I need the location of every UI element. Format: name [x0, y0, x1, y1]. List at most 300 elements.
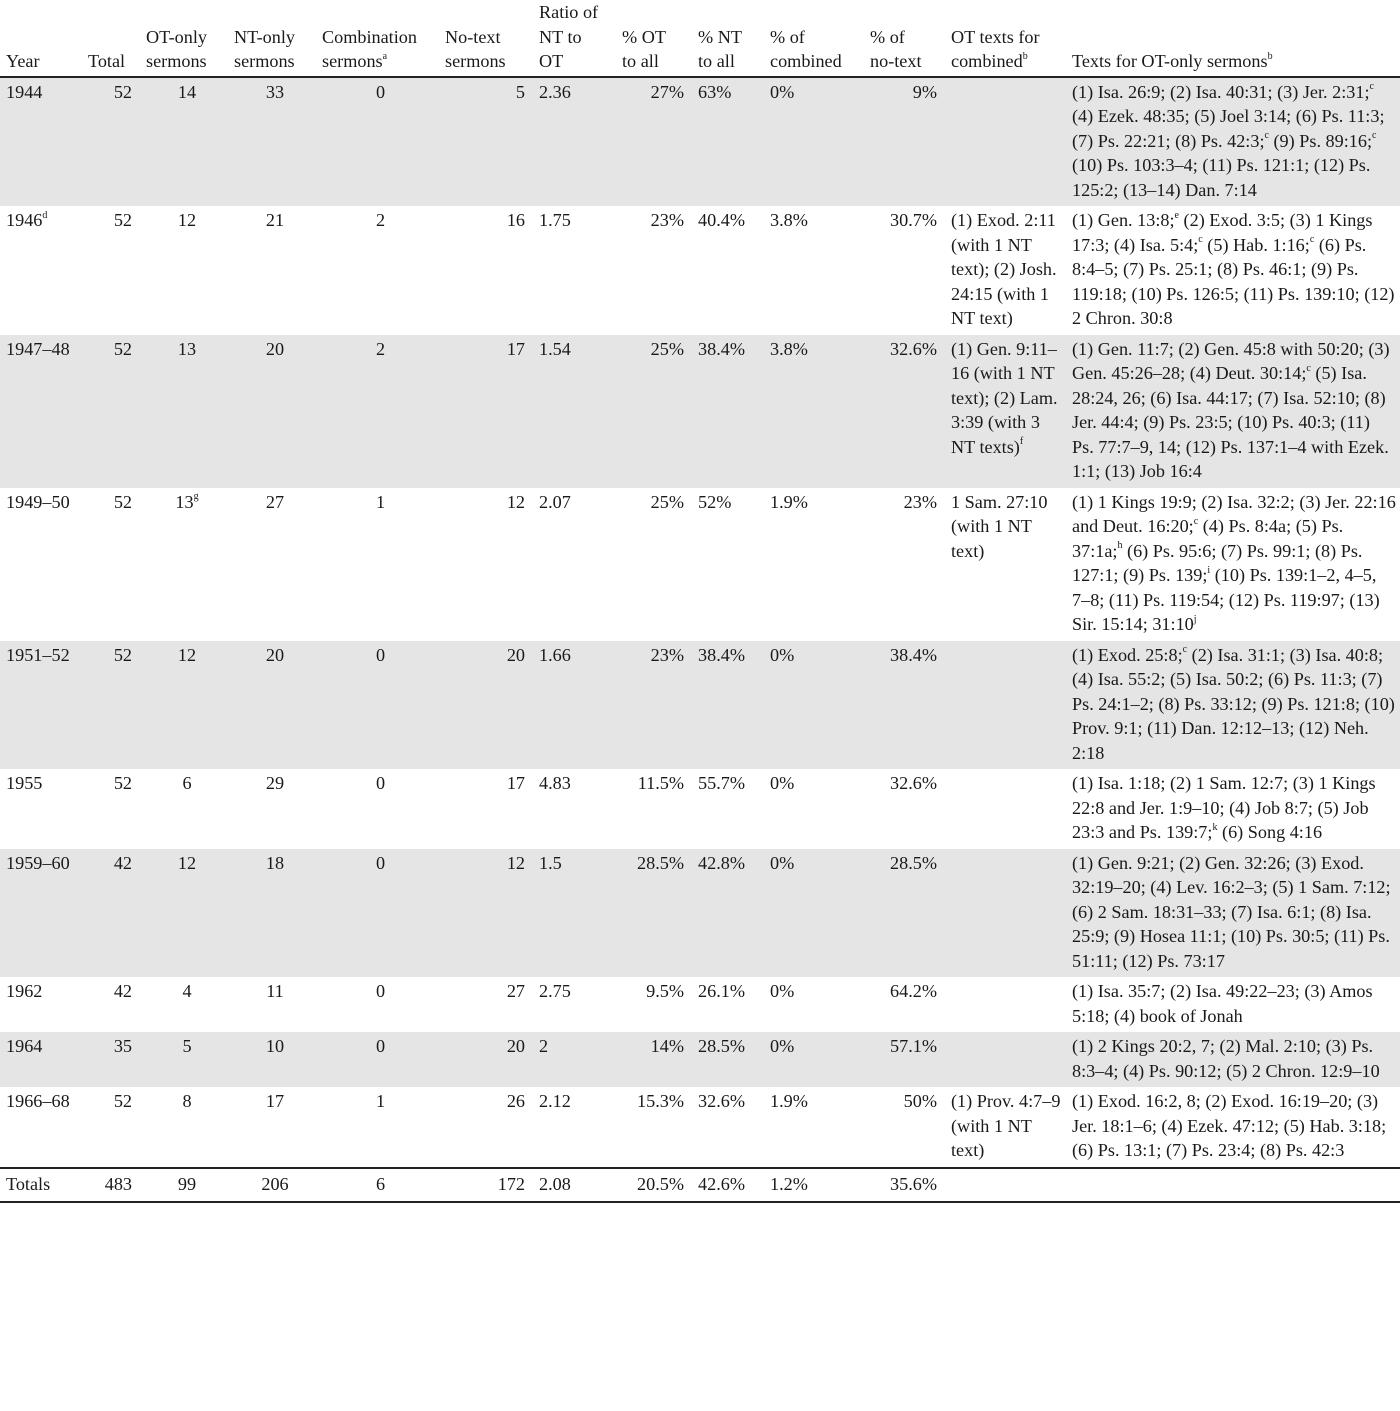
cell-pct-combined	[764, 335, 864, 488]
cell-pct-no-text-value: 32.6%	[890, 773, 937, 793]
cell-ratio	[533, 77, 616, 207]
cell-pct-no-text	[864, 77, 945, 207]
citation-text: (1) Exod. 16:2, 8; (2) Exod. 16:19–20; (3) Jer. 18:1–6; (4) Ezek. 47:12; (5) Hab. 3:18; (6) Ps. 13:1; (7) Ps. 23:4; (8) Ps. 42:3	[1072, 1091, 1387, 1160]
cell-texts-ot-only	[1066, 488, 1400, 641]
cell-pct-combined-value: 1.9%	[770, 1091, 808, 1111]
cell-nt-only	[228, 977, 316, 1032]
cell-no-text	[439, 641, 533, 770]
cell-ratio-value: 2.12	[539, 1091, 571, 1111]
cell-ot-texts-combined	[945, 335, 1066, 488]
cell-ot-texts-combined	[945, 77, 1066, 207]
cell-pct-combined-value: 3.8%	[770, 210, 808, 230]
table-body	[0, 77, 1400, 1168]
cell-pct-combined	[764, 488, 864, 641]
cell-pct-ot-value: 27%	[650, 81, 684, 102]
cell-combination-value: 0	[375, 981, 386, 1001]
cell-pct-no-text	[864, 488, 945, 641]
cell-ot-texts-combined	[945, 849, 1066, 978]
cell-pct-nt-value: 38.4%	[698, 644, 745, 665]
cell-combination-value: 0	[375, 644, 386, 665]
table-row	[0, 77, 1400, 207]
citation-text: (5) Hab. 1:16;	[1202, 234, 1310, 255]
cell-combination-value: 1	[375, 491, 386, 512]
totals-pct-no-text: 35.6%	[864, 1168, 945, 1203]
cell-pct-combined-value: 3.8%	[770, 338, 808, 359]
totals-ot-texts-combined	[945, 1168, 1066, 1203]
cell-pct-ot	[616, 488, 692, 641]
header-year: Year	[0, 0, 82, 77]
cell-pct-nt	[692, 335, 764, 488]
footnote-marker: d	[42, 209, 48, 221]
cell-ot-only-value: 13	[175, 491, 194, 512]
cell-ratio-value: 2.07	[539, 491, 571, 512]
cell-pct-no-text-value: 64.2%	[890, 981, 937, 1001]
totals-ratio: 2.08	[533, 1168, 616, 1203]
cell-pct-ot-value: 25%	[650, 491, 684, 512]
citation-text: (4) Ps. 8:4a; (5) Ps. 37:1a;	[1072, 516, 1344, 561]
cell-texts-ot-only	[1066, 769, 1400, 849]
cell-pct-no-text-value: 50%	[903, 1091, 937, 1111]
cell-pct-no-text-value: 38.4%	[890, 644, 937, 665]
cell-pct-ot	[616, 769, 692, 849]
cell-pct-nt	[692, 488, 764, 641]
cell-pct-ot	[616, 206, 692, 335]
cell-pct-combined	[764, 769, 864, 849]
cell-pct-ot-value: 23%	[650, 210, 684, 230]
cell-year-value: 1944	[6, 81, 43, 102]
citation-text: (6) Song 4:16	[1217, 822, 1323, 842]
footnote-marker: j	[1193, 613, 1197, 625]
cell-no-text	[439, 977, 533, 1032]
cell-ot-only	[140, 641, 228, 770]
table-row	[0, 1032, 1400, 1087]
cell-pct-combined-value: 0%	[770, 1036, 795, 1056]
footnote-marker: b	[1022, 50, 1028, 62]
cell-nt-only	[228, 641, 316, 770]
cell-total-value: 52	[113, 338, 132, 359]
citation-text: (2) Isa. 31:1; (3) Isa. 40:8; (4) Isa. 55:2; (5) Isa. 50:2; (6) Ps. 11:3; (7) Ps. 24:1–2; (8) Ps. 33:12; (9) Ps. 121:8; (10) Prov. 9:1; (11) Dan. 12:12–13; (12) Neh. 2:18	[1072, 644, 1395, 763]
cell-total	[82, 849, 140, 978]
cell-nt-only	[228, 488, 316, 641]
cell-combination	[316, 488, 439, 641]
cell-ot-texts-combined	[945, 1087, 1066, 1168]
cell-pct-nt-value: 38.4%	[698, 338, 745, 359]
cell-no-text-value: 27	[506, 981, 525, 1001]
header-ot-texts-combined: OT texts for combined$^b$	[945, 0, 1066, 77]
cell-ratio	[533, 206, 616, 335]
cell-total	[82, 641, 140, 770]
cell-total-value: 52	[113, 1091, 132, 1111]
cell-pct-no-text	[864, 1087, 945, 1168]
cell-year-value: 1947–48	[6, 338, 70, 359]
citation-text: (9) Ps. 89:16;	[1268, 130, 1373, 151]
totals-row	[0, 1168, 1400, 1203]
citation-text: (1) Gen. 9:11–16 (with 1 NT text); (2) Lam. 3:39 (with 3 NT texts)	[951, 338, 1058, 457]
header-pct-ot: % OT to all	[616, 0, 692, 77]
footnote-marker: c	[1193, 515, 1199, 527]
table-row	[0, 641, 1400, 770]
cell-ot-texts-combined	[945, 977, 1066, 1032]
header-texts-ot-only: Texts for OT-only sermons$^b$	[1066, 0, 1400, 77]
cell-total-value: 52	[113, 773, 132, 793]
cell-ot-only-value: 4	[182, 981, 192, 1001]
cell-ratio	[533, 849, 616, 978]
cell-pct-ot	[616, 1032, 692, 1087]
citation-text: (1) Isa. 35:7; (2) Isa. 49:22–23; (3) Amos 5:18; (4) book of Jonah	[1072, 981, 1373, 1026]
cell-combination-value: 0	[375, 773, 386, 793]
cell-pct-ot-value: 28.5%	[637, 852, 684, 873]
cell-nt-only	[228, 77, 316, 207]
totals-pct-nt: 42.6%	[692, 1168, 764, 1203]
cell-year	[0, 1032, 82, 1087]
cell-ot-only	[140, 849, 228, 978]
citation-text: (1) Exod. 2:11 (with 1 NT text); (2) Josh. 24:15 (with 1 NT text)	[951, 210, 1057, 328]
cell-pct-no-text	[864, 849, 945, 978]
citation-text: (1) Isa. 1:18; (2) 1 Sam. 12:7; (3) 1 Kings 22:8 and Jer. 1:9–10; (4) Job 8:7; (5) Job 23:3 and Ps. 139:7;	[1072, 773, 1376, 842]
cell-ratio	[533, 1087, 616, 1168]
cell-no-text	[439, 206, 533, 335]
cell-combination	[316, 335, 439, 488]
cell-ot-texts-combined	[945, 488, 1066, 641]
citation-text: (10) Ps. 139:1–2, 4–5, 7–8; (11) Ps. 119:54; (12) Ps. 119:97; (13) Sir. 15:14; 31:10	[1072, 565, 1380, 634]
cell-pct-no-text	[864, 335, 945, 488]
cell-combination-value: 0	[375, 81, 386, 102]
citation-text: (4) Ezek. 48:35; (5) Joel 3:14; (6) Ps. 11:3; (7) Ps. 22:21; (8) Ps. 42:3;	[1072, 106, 1385, 151]
cell-texts-ot-only	[1066, 977, 1400, 1032]
cell-combination	[316, 206, 439, 335]
footnote-marker: b	[1267, 50, 1273, 62]
cell-total-value: 52	[113, 644, 132, 665]
cell-texts-ot-only	[1066, 641, 1400, 770]
cell-total-value: 52	[113, 81, 132, 102]
cell-pct-ot-value: 23%	[650, 644, 684, 665]
cell-pct-nt	[692, 77, 764, 207]
citation-text: (1) 1 Kings 19:9; (2) Isa. 32:2; (3) Jer. 22:16 and Deut. 16:20;	[1072, 491, 1396, 536]
cell-ot-only	[140, 1087, 228, 1168]
cell-ot-only-value: 12	[177, 852, 197, 873]
cell-pct-no-text-value: 32.6%	[890, 338, 937, 359]
footnote-marker: c	[1182, 644, 1188, 656]
cell-pct-no-text	[864, 206, 945, 335]
cell-ot-only	[140, 977, 228, 1032]
cell-pct-no-text-value: 57.1%	[890, 1036, 937, 1056]
cell-pct-nt	[692, 769, 764, 849]
cell-ot-only	[140, 77, 228, 207]
footnote-marker: c	[1264, 130, 1269, 142]
cell-year	[0, 206, 82, 335]
cell-pct-no-text-value: 30.7%	[890, 210, 937, 230]
cell-pct-ot	[616, 335, 692, 488]
totals-total: 483	[82, 1168, 140, 1203]
cell-year-value: 1962	[6, 981, 43, 1001]
header-row	[0, 0, 1400, 77]
footnote-marker: c	[1372, 130, 1377, 142]
cell-no-text	[439, 769, 533, 849]
cell-ratio	[533, 1032, 616, 1087]
cell-no-text	[439, 335, 533, 488]
cell-pct-ot	[616, 77, 692, 207]
cell-pct-nt-value: 55.7%	[698, 773, 745, 793]
cell-total-value: 35	[113, 1036, 132, 1056]
footnote-marker: h	[1117, 540, 1123, 552]
cell-pct-combined	[764, 641, 864, 770]
header-ot-only: OT-only sermons	[140, 0, 228, 77]
totals-combination: 6	[316, 1168, 439, 1203]
cell-nt-only-value: 20	[265, 338, 285, 359]
cell-year-value: 1946	[6, 210, 43, 230]
cell-total	[82, 335, 140, 488]
cell-year-value: 1949–50	[6, 491, 70, 512]
cell-no-text-value: 17	[506, 773, 525, 793]
cell-ratio	[533, 641, 616, 770]
cell-pct-nt	[692, 849, 764, 978]
cell-total-value: 42	[113, 852, 132, 873]
cell-year-value: 1955	[6, 773, 43, 793]
cell-combination-value: 1	[375, 1091, 386, 1111]
cell-no-text	[439, 1032, 533, 1087]
cell-pct-combined-value: 0%	[770, 773, 795, 793]
cell-pct-nt-value: 26.1%	[698, 981, 745, 1001]
cell-ratio-value: 2.36	[539, 81, 571, 102]
cell-nt-only-value: 17	[265, 1091, 285, 1111]
cell-nt-only-value: 27	[265, 491, 285, 512]
footnote-marker: a	[382, 50, 388, 62]
citation-text: (10) Ps. 103:3–4; (11) Ps. 121:1; (12) Ps. 125:2; (13–14) Dan. 7:14	[1072, 155, 1371, 200]
citation-text: (5) Isa. 28:24, 26; (6) Isa. 44:17; (7) Isa. 52:10; (8) Jer. 44:4; (9) Ps. 23:5; (10) Ps. 40:3; (11) Ps. 77:7–9, 14; (12) Ps. 137:1–4 with Ezek. 1:1; (13) Job 16:4	[1072, 363, 1389, 481]
cell-pct-combined-value: 0%	[770, 81, 795, 102]
table-row	[0, 335, 1400, 488]
cell-pct-combined-value: 0%	[770, 981, 795, 1001]
cell-total	[82, 77, 140, 207]
cell-year	[0, 77, 82, 207]
cell-pct-nt-value: 28.5%	[698, 1036, 745, 1056]
cell-combination-value: 0	[375, 1036, 386, 1056]
cell-total	[82, 1032, 140, 1087]
citation-text: (1) Gen. 9:21; (2) Gen. 32:26; (3) Exod. 32:19–20; (4) Lev. 16:2–3; (5) 1 Sam. 7:12; (6) 2 Sam. 18:31–33; (7) Isa. 6:1; (8) Isa. 25:9; (9) Hosea 11:1; (10) Ps. 30:5; (11) Ps. 51:11; (12) Ps. 73:17	[1072, 852, 1391, 971]
cell-pct-nt	[692, 1032, 764, 1087]
footnote-marker: f	[1019, 436, 1024, 448]
cell-no-text-value: 12	[506, 491, 525, 512]
cell-ot-only	[140, 335, 228, 488]
cell-no-text-value: 16	[506, 210, 525, 230]
footnote-marker: g	[193, 491, 199, 503]
cell-no-text-value: 20	[506, 1036, 525, 1056]
table-row	[0, 849, 1400, 978]
footnote-marker: c	[1309, 234, 1315, 246]
totals-section	[0, 1168, 1400, 1203]
cell-pct-no-text	[864, 1032, 945, 1087]
cell-ratio	[533, 488, 616, 641]
cell-pct-no-text-value: 28.5%	[890, 852, 937, 873]
footnote-marker: c	[1306, 362, 1311, 374]
cell-year	[0, 335, 82, 488]
citation-text: (1) Gen. 11:7; (2) Gen. 45:8 with 50:20; (3) Gen. 45:26–28; (4) Deut. 30:14;	[1072, 338, 1390, 383]
table-row	[0, 488, 1400, 641]
cell-pct-combined-value: 1.9%	[770, 491, 808, 512]
cell-nt-only-value: 29	[265, 773, 285, 793]
citation-text: (1) Gen. 13:8;	[1072, 210, 1175, 230]
cell-texts-ot-only	[1066, 77, 1400, 207]
cell-combination-value: 2	[375, 210, 386, 230]
cell-nt-only	[228, 335, 316, 488]
cell-ot-only-value: 8	[182, 1091, 192, 1111]
cell-pct-no-text	[864, 641, 945, 770]
cell-year-value: 1966–68	[6, 1091, 70, 1111]
header-pct-combined: % of combined	[764, 0, 864, 77]
cell-nt-only-value: 20	[265, 644, 285, 665]
totals-pct-ot: 20.5%	[616, 1168, 692, 1203]
cell-ot-texts-combined	[945, 641, 1066, 770]
cell-year	[0, 1087, 82, 1168]
cell-no-text-value: 12	[506, 852, 525, 873]
cell-ot-only-value: 6	[182, 773, 192, 793]
cell-texts-ot-only	[1066, 206, 1400, 335]
cell-ot-texts-combined	[945, 769, 1066, 849]
totals-label: Totals	[0, 1168, 82, 1203]
cell-pct-ot	[616, 977, 692, 1032]
cell-pct-no-text	[864, 977, 945, 1032]
cell-pct-nt-value: 52%	[698, 491, 732, 512]
cell-texts-ot-only	[1066, 1032, 1400, 1087]
cell-pct-combined	[764, 206, 864, 335]
cell-total	[82, 488, 140, 641]
cell-no-text	[439, 77, 533, 207]
citation-text: 1 Sam. 27:10 (with 1 NT text)	[951, 491, 1048, 561]
header-no-text: No-text sermons	[439, 0, 533, 77]
cell-nt-only-value: 11	[266, 981, 284, 1001]
cell-no-text-value: 5	[515, 81, 525, 102]
cell-ratio	[533, 769, 616, 849]
cell-combination	[316, 641, 439, 770]
cell-combination	[316, 849, 439, 978]
cell-pct-combined	[764, 77, 864, 207]
citation-text: (1) 2 Kings 20:2, 7; (2) Mal. 2:10; (3) Ps. 8:3–4; (4) Ps. 90:12; (5) 2 Chron. 12:9–10	[1072, 1036, 1380, 1081]
cell-ratio	[533, 335, 616, 488]
footnote-marker: c	[1198, 234, 1203, 246]
cell-ratio-value: 1.75	[539, 210, 571, 230]
totals-no-text: 172	[439, 1168, 533, 1203]
table-row	[0, 206, 1400, 335]
cell-pct-nt-value: 32.6%	[698, 1091, 745, 1111]
header-pct-nt: % NT to all	[692, 0, 764, 77]
cell-no-text	[439, 488, 533, 641]
table-row	[0, 769, 1400, 849]
footnote-marker: k	[1212, 821, 1218, 833]
cell-pct-nt-value: 42.8%	[698, 852, 745, 873]
cell-ot-only-value: 13	[177, 338, 197, 359]
cell-pct-nt	[692, 641, 764, 770]
cell-no-text	[439, 1087, 533, 1168]
cell-year	[0, 849, 82, 978]
totals-texts-ot-only	[1066, 1168, 1400, 1203]
cell-combination	[316, 977, 439, 1032]
cell-nt-only-value: 33	[265, 81, 285, 102]
cell-total-value: 52	[113, 491, 132, 512]
cell-year-value: 1951–52	[6, 644, 70, 665]
cell-pct-ot	[616, 1087, 692, 1168]
cell-ot-texts-combined	[945, 206, 1066, 335]
cell-combination	[316, 1087, 439, 1168]
cell-year-value: 1964	[6, 1036, 43, 1056]
citation-text: (6) Ps. 95:6; (7) Ps. 99:1; (8) Ps. 127:1; (9) Ps. 139;	[1072, 540, 1363, 585]
cell-no-text-value: 17	[506, 338, 525, 359]
cell-pct-no-text-value: 9%	[912, 81, 937, 102]
cell-total-value: 42	[113, 981, 132, 1001]
table-row	[0, 977, 1400, 1032]
cell-pct-ot-value: 15.3%	[637, 1091, 684, 1111]
footnote-marker: c	[1369, 81, 1374, 93]
header-ratio: Ratio of NT to OT	[533, 0, 616, 77]
citation-text: (1) Isa. 26:9; (2) Isa. 40:31; (3) Jer. 2:31;	[1072, 81, 1370, 102]
cell-nt-only-value: 18	[265, 852, 285, 873]
cell-no-text	[439, 849, 533, 978]
cell-nt-only	[228, 849, 316, 978]
cell-ratio-value: 4.83	[539, 773, 571, 793]
cell-ot-only-value: 12	[177, 644, 197, 665]
cell-texts-ot-only	[1066, 1087, 1400, 1168]
cell-pct-ot	[616, 641, 692, 770]
cell-texts-ot-only	[1066, 335, 1400, 488]
cell-ratio	[533, 977, 616, 1032]
cell-pct-combined	[764, 849, 864, 978]
header-combination: Combination sermons$^a$	[316, 0, 439, 77]
cell-texts-ot-only	[1066, 849, 1400, 978]
cell-total-value: 52	[113, 210, 132, 230]
cell-year	[0, 977, 82, 1032]
cell-ot-only-value: 14	[177, 81, 197, 102]
cell-ratio-value: 2	[539, 1036, 549, 1056]
cell-total	[82, 977, 140, 1032]
cell-ot-texts-combined	[945, 1032, 1066, 1087]
cell-year-value: 1959–60	[6, 852, 70, 873]
footnote-marker: i	[1207, 564, 1211, 576]
cell-ot-only	[140, 488, 228, 641]
cell-pct-nt	[692, 1087, 764, 1168]
cell-pct-no-text	[864, 769, 945, 849]
citation-text: (1) Exod. 25:8;	[1072, 644, 1183, 665]
cell-ot-only-value: 5	[182, 1036, 192, 1056]
cell-pct-nt	[692, 206, 764, 335]
cell-year	[0, 769, 82, 849]
cell-pct-ot-value: 11.5%	[637, 773, 684, 793]
cell-nt-only	[228, 206, 316, 335]
citation-text: (1) Prov. 4:7–9 (with 1 NT text)	[951, 1091, 1061, 1160]
cell-ratio-value: 1.66	[539, 644, 571, 665]
cell-pct-nt-value: 63%	[698, 81, 732, 102]
totals-pct-combined: 1.2%	[764, 1168, 864, 1203]
cell-pct-combined-value: 0%	[770, 644, 795, 665]
cell-pct-combined	[764, 1032, 864, 1087]
cell-pct-ot-value: 25%	[650, 338, 684, 359]
cell-total	[82, 1087, 140, 1168]
cell-combination-value: 2	[375, 338, 386, 359]
cell-combination-value: 0	[375, 852, 386, 873]
cell-pct-no-text-value: 23%	[903, 491, 937, 512]
cell-year	[0, 488, 82, 641]
cell-ot-only-value: 12	[177, 210, 197, 230]
cell-ratio-value: 2.75	[539, 981, 571, 1001]
header-nt-only: NT-only sermons	[228, 0, 316, 77]
cell-total	[82, 769, 140, 849]
totals-nt-only: 206	[228, 1168, 316, 1203]
cell-ratio-value: 1.54	[539, 338, 571, 359]
cell-combination	[316, 1032, 439, 1087]
cell-pct-nt	[692, 977, 764, 1032]
cell-ot-only	[140, 1032, 228, 1087]
cell-pct-combined-value: 0%	[770, 852, 795, 873]
header-pct-no-text: % of no-text	[864, 0, 945, 77]
cell-nt-only	[228, 1087, 316, 1168]
